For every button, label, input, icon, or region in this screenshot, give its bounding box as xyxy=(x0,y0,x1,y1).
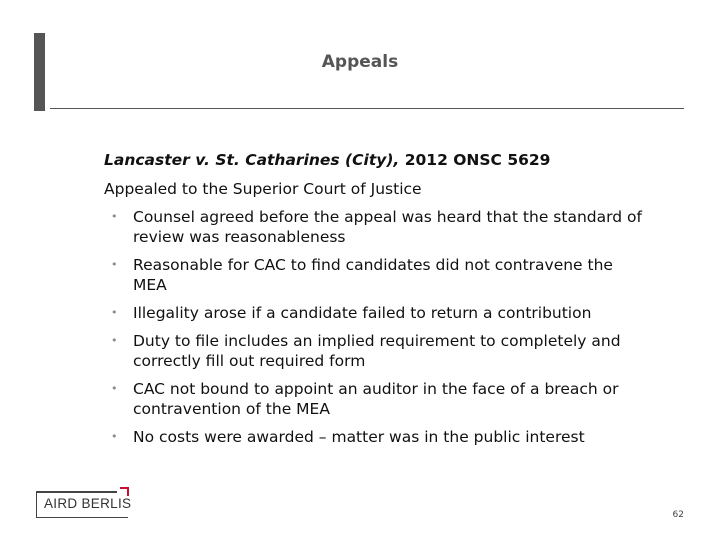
slide-title: Appeals xyxy=(321,52,399,72)
bullet-icon: • xyxy=(111,210,118,223)
bullet-icon: • xyxy=(111,306,118,319)
slide-body xyxy=(104,150,644,455)
list-item xyxy=(104,331,644,371)
bullet-list xyxy=(104,207,644,447)
logo-frame-line xyxy=(37,491,117,493)
bullet-icon: • xyxy=(111,334,118,347)
title-accent-bar xyxy=(34,33,45,111)
case-reference xyxy=(104,150,644,170)
bullet-text: Duty to file includes an implied requirement to completely and correctly fill out required form xyxy=(133,332,621,370)
bullet-text: Counsel agreed before the appeal was heard that the standard of review was reasonableness xyxy=(133,208,642,246)
bullet-text: Illegality arose if a candidate failed to return a contribution xyxy=(133,304,592,322)
case-name: Lancaster v. St. Catharines (City) xyxy=(104,151,394,169)
bullet-text: No costs were awarded – matter was in the public interest xyxy=(133,428,585,446)
bullet-icon: • xyxy=(111,382,118,395)
company-logo xyxy=(36,491,132,518)
case-separator: , xyxy=(393,151,400,169)
list-item xyxy=(104,379,644,419)
list-item xyxy=(104,255,644,295)
bullet-text: CAC not bound to appoint an auditor in the face of a breach or contravention of the MEA xyxy=(133,380,619,418)
logo-text: AIRD BERLIS xyxy=(44,496,132,511)
bullet-icon: • xyxy=(111,258,118,271)
list-item xyxy=(104,427,644,447)
logo-corner-icon xyxy=(120,487,129,496)
bullet-text: Reasonable for CAC to find candidates did not contravene the MEA xyxy=(133,256,613,294)
list-item xyxy=(104,207,644,247)
bullet-icon: • xyxy=(111,430,118,443)
title-divider xyxy=(50,108,684,109)
page-number: 62 xyxy=(672,510,684,520)
list-item xyxy=(104,303,644,323)
appeal-subheading: Appealed to the Superior Court of Justice xyxy=(104,180,422,198)
case-citation: 2012 ONSC 5629 xyxy=(399,151,551,169)
